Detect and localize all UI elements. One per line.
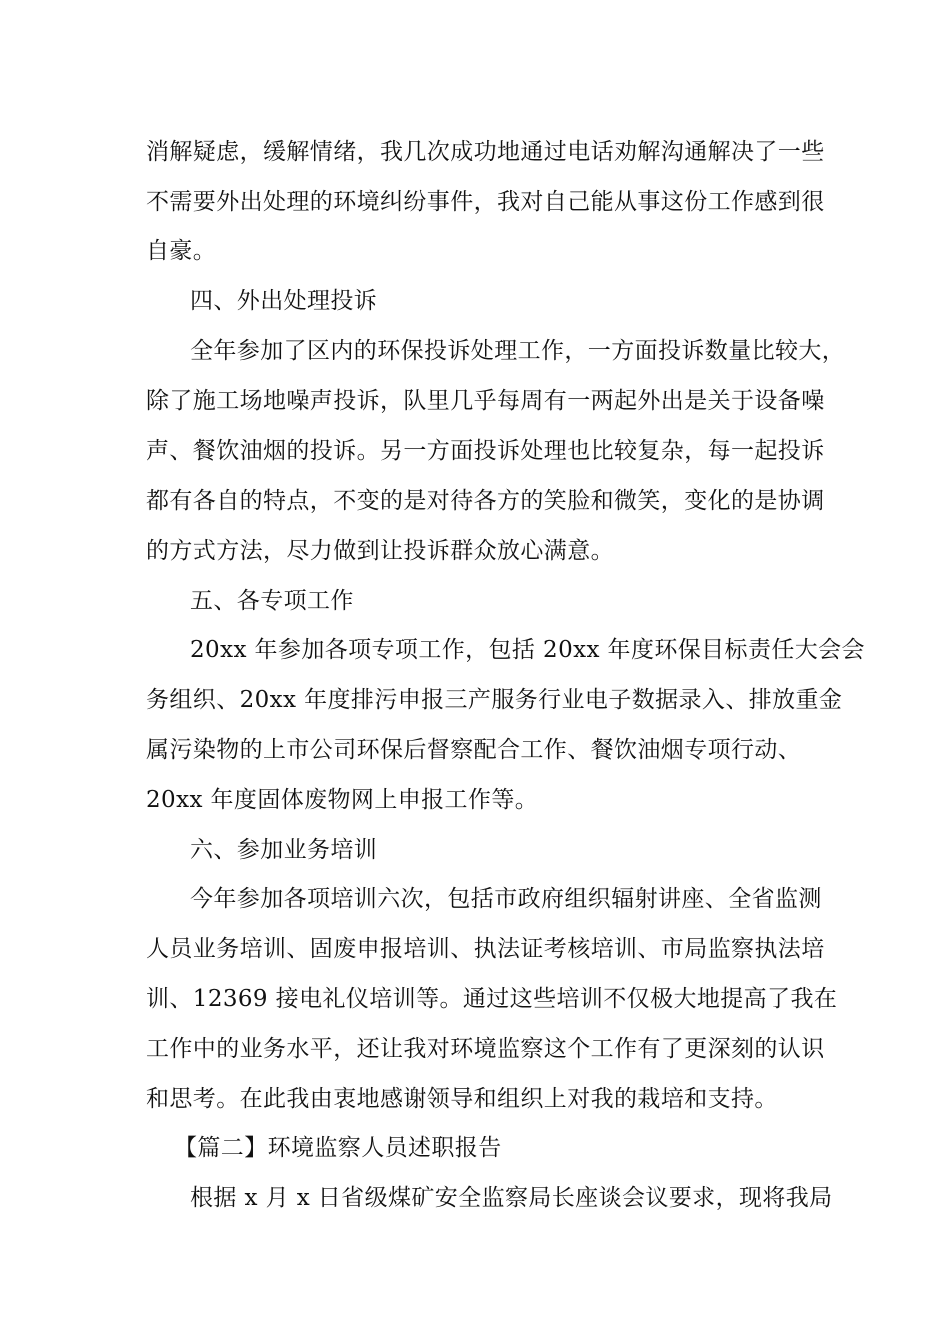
paragraph-line: 都有各自的特点，不变的是对待各方的笑脸和微笑，变化的是协调 xyxy=(146,488,825,514)
section-heading: 四、外出处理投诉 xyxy=(190,288,378,314)
paragraph-line: 全年参加了区内的环保投诉处理工作，一方面投诉数量比较大， xyxy=(190,338,846,364)
paragraph-line: 今年参加各项培训六次，包括市政府组织辐射讲座、全省监测 xyxy=(190,886,822,912)
paragraph-line: 自豪。 xyxy=(146,238,217,264)
paragraph-line: 20xx 年参加各项专项工作，包括 20xx 年度环保目标责任大会会 xyxy=(190,637,865,663)
paragraph-line: 声、餐饮油烟的投诉。另一方面投诉处理也比较复杂，每一起投诉 xyxy=(146,438,825,464)
paragraph-line: 和思考。在此我由衷地感谢领导和组织上对我的栽培和支持。 xyxy=(146,1086,778,1112)
section-heading: 六、参加业务培训 xyxy=(190,837,378,863)
section-heading: 五、各专项工作 xyxy=(190,588,354,614)
paragraph-line: 训、12369 接电礼仪培训等。通过这些培训不仅极大地提高了我在 xyxy=(146,986,838,1012)
paragraph-line: 不需要外出处理的环境纠纷事件，我对自己能从事这份工作感到很 xyxy=(146,189,825,215)
paragraph-line: 工作中的业务水平，还让我对环境监察这个工作有了更深刻的认识 xyxy=(146,1036,825,1062)
paragraph-line: 除了施工场地噪声投诉，队里几乎每周有一两起外出是关于设备噪 xyxy=(146,388,825,414)
paragraph-line: 务组织、20xx 年度排污申报三产服务行业电子数据录入、排放重金 xyxy=(146,687,843,713)
paragraph-line: 20xx 年度固体废物网上申报工作等。 xyxy=(146,787,539,813)
paragraph-line: 人员业务培训、固废申报培训、执法证考核培训、市局监察执法培 xyxy=(146,936,825,962)
paragraph-line: 的方式方法，尽力做到让投诉群众放心满意。 xyxy=(146,538,614,564)
paragraph-line: 消解疑虑，缓解情绪，我几次成功地通过电话劝解沟通解决了一些 xyxy=(146,139,825,165)
paragraph-line: 属污染物的上市公司环保后督察配合工作、餐饮油烟专项行动、 xyxy=(146,737,802,763)
paragraph-line: 根据 x 月 x 日省级煤矿安全监察局长座谈会议要求，现将我局 xyxy=(190,1185,833,1211)
section-title: 【篇二】环境监察人员述职报告 xyxy=(174,1135,502,1161)
